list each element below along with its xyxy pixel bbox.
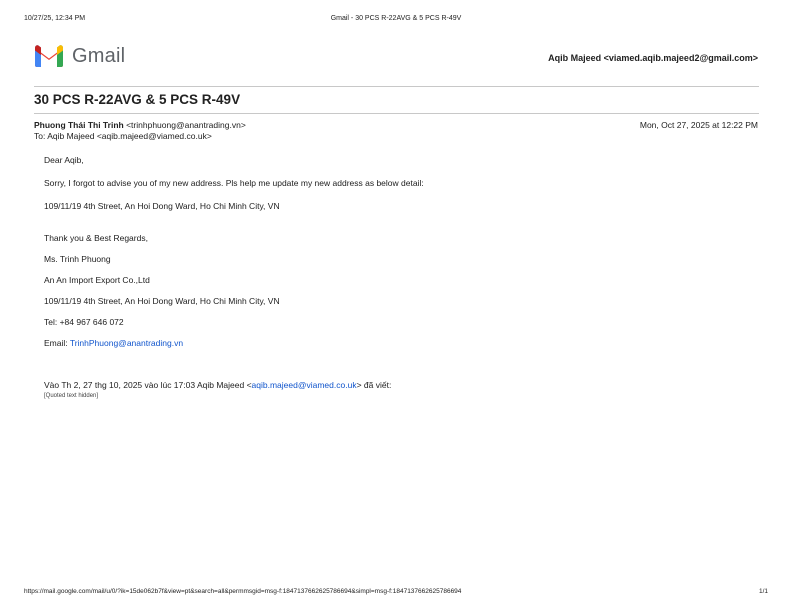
body-paragraph: Sorry, I forgot to advise you of my new address. Pls help me update my new address as below detail: — [44, 178, 424, 188]
page-number: 1/1 — [758, 588, 768, 595]
sender-email: <trinhphuong@anantrading.vn> — [126, 120, 246, 130]
reply-prefix: Vào Th 2, 27 thg 10, 2025 vào lúc 17:03 Aqib Majeed < — [44, 380, 252, 390]
sender-name: Phuong Thái Thi Trinh — [34, 120, 124, 130]
email-subject: 30 PCS R-22AVG & 5 PCS R-49V — [34, 92, 241, 107]
body-address: 109/11/19 4th Street, An Hoi Dong Ward, Ho Chi Minh City, VN — [44, 201, 280, 211]
reply-suffix: > đã viết: — [356, 380, 392, 390]
email-date: Mon, Oct 27, 2025 at 12:22 PM — [639, 120, 758, 130]
gmail-wordmark: Gmail — [72, 44, 126, 67]
recipient-line: To: Aqib Majeed <aqib.majeed@viamed.co.uk> — [34, 131, 212, 141]
sender-line — [34, 120, 246, 130]
signature-company: An An Import Export Co.,Ltd — [44, 275, 150, 285]
body-greeting: Dear Aqib, — [44, 155, 84, 165]
signature-email-label: Email: — [44, 338, 70, 348]
print-title: Gmail - 30 PCS R-22AVG & 5 PCS R-49V — [330, 15, 462, 22]
divider — [34, 113, 759, 114]
gmail-logo[interactable] — [33, 44, 125, 68]
signature-name: Ms. Trinh Phuong — [44, 254, 111, 264]
print-datetime: 10/27/25, 12:34 PM — [24, 15, 86, 22]
print-url: https://mail.google.com/mail/u/0/?ik=15de062b7f&view=pt&search=all&permmsgid=msg-f:1847137662625786694&simpl=msg-f:1847137662625786694 — [24, 588, 462, 595]
signature-address: 109/11/19 4th Street, An Hoi Dong Ward, Ho Chi Minh City, VN — [44, 296, 280, 306]
quoted-text-toggle[interactable]: [Quoted text hidden] — [44, 393, 99, 399]
gmail-m-icon — [33, 44, 65, 68]
signature-email-line — [44, 338, 183, 348]
divider — [34, 86, 759, 87]
signature-closing: Thank you & Best Regards, — [44, 233, 148, 243]
reply-email-link[interactable]: aqib.majeed@viamed.co.uk — [251, 380, 357, 390]
account-identity: Aqib Majeed <viamed.aqib.majeed2@gmail.com> — [548, 53, 758, 63]
signature-email-link[interactable]: TrinhPhuong@anantrading.vn — [69, 338, 184, 348]
reply-header — [44, 380, 391, 390]
signature-tel: Tel: +84 967 646 072 — [44, 317, 124, 327]
